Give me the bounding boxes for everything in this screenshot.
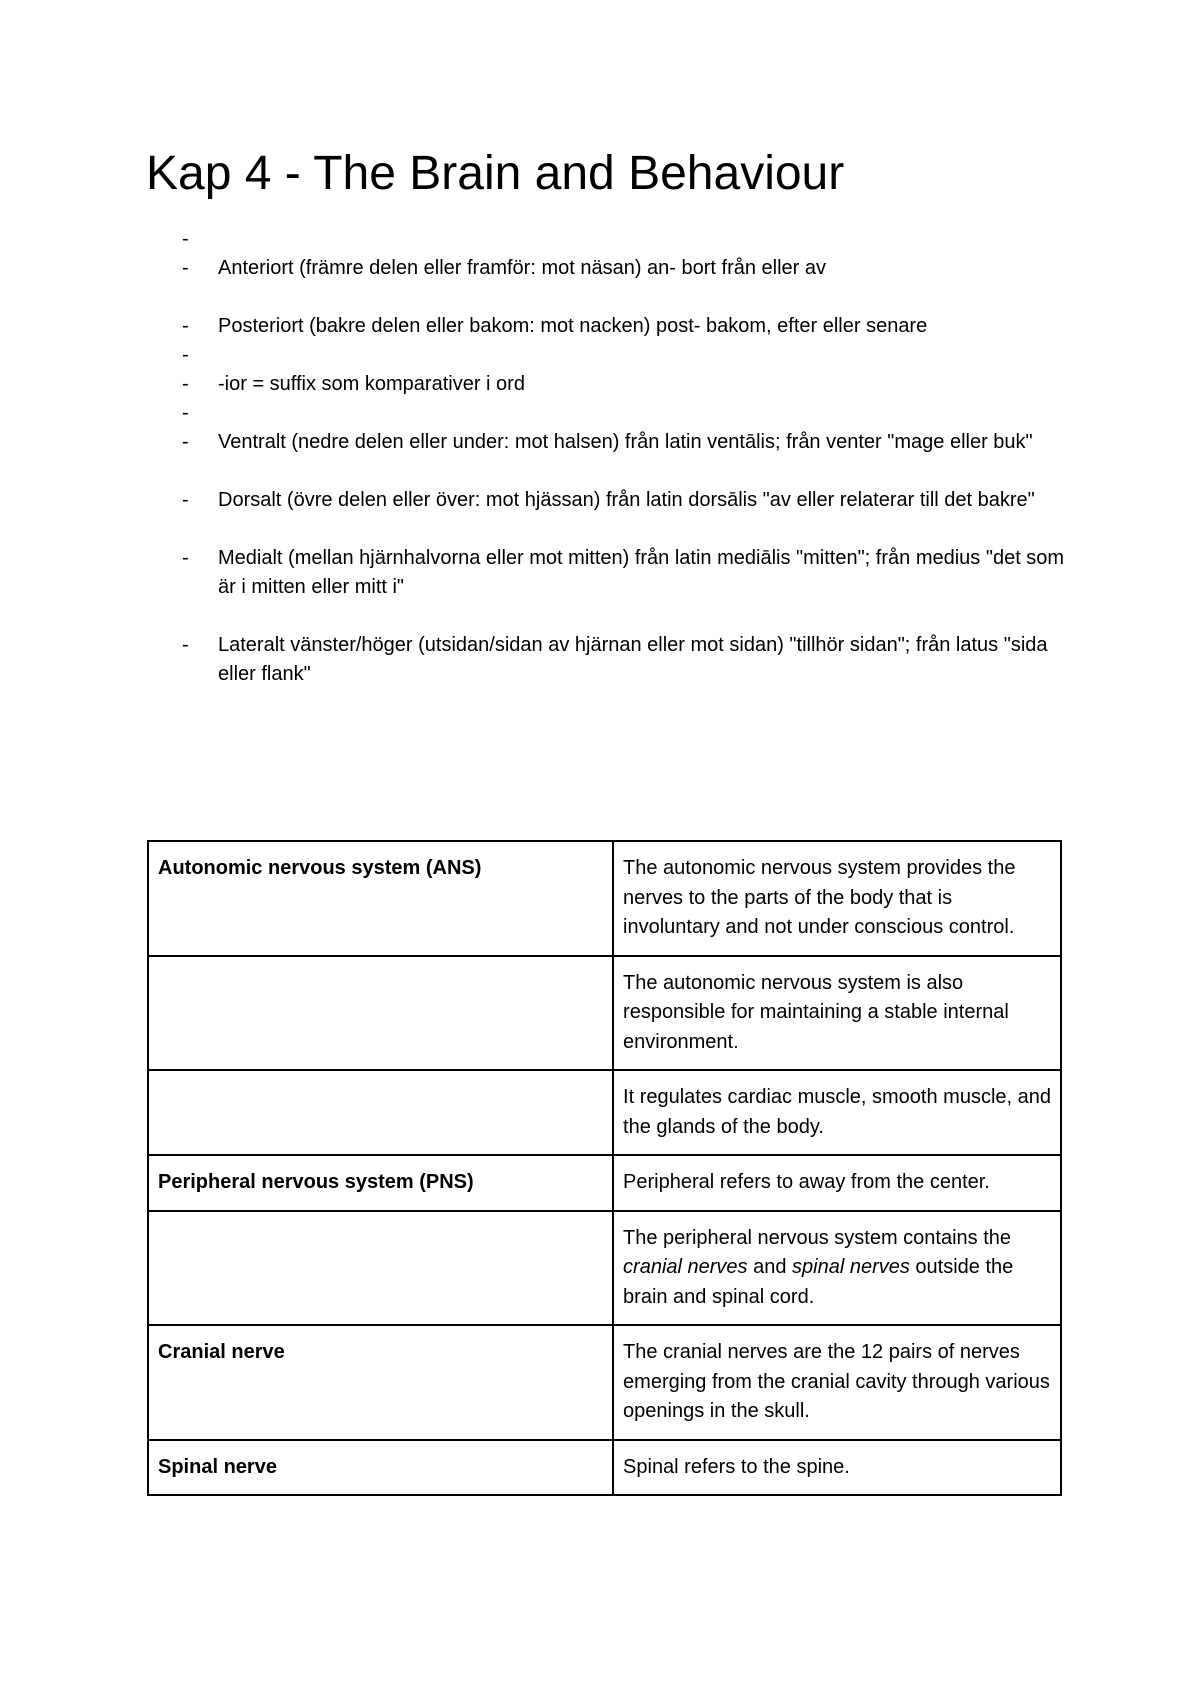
bullet-dash: - — [182, 344, 189, 366]
term-cell — [148, 1070, 613, 1155]
list-item — [182, 370, 1072, 399]
list-item — [182, 225, 1072, 254]
bullet-text: Ventralt (nedre delen eller under: mot halsen) från latin ventālis; från venter "mage eller buk" — [218, 431, 1033, 453]
bullet-dash: - — [182, 257, 189, 279]
italic-term: spinal nerves — [792, 1256, 910, 1278]
term-cell: Peripheral nervous system (PNS) — [148, 1155, 613, 1211]
bullet-dash: - — [182, 228, 189, 250]
definition-cell — [613, 1211, 1061, 1326]
table-row — [148, 956, 1061, 1071]
page-title: Kap 4 - The Brain and Behaviour — [146, 147, 845, 200]
definition-cell: The autonomic nervous system is also responsible for maintaining a stable internal environment. — [613, 956, 1061, 1071]
definition-text: The peripheral nervous system contains the — [623, 1226, 1012, 1249]
bullet-list — [182, 225, 1072, 689]
list-item — [182, 254, 1072, 283]
bullet-dash: - — [182, 402, 189, 424]
bullet-text: -ior = suffix som komparativer i ord — [218, 373, 525, 395]
list-item — [182, 399, 1072, 428]
bullet-dash: - — [182, 315, 189, 337]
term-cell: Cranial nerve — [148, 1325, 613, 1440]
definition-cell: It regulates cardiac muscle, smooth muscle, and the glands of the body. — [613, 1070, 1061, 1155]
definition-text: outside the brain and spinal cord. — [623, 1256, 1014, 1308]
bullet-text: Medialt (mellan hjärnhalvorna eller mot mitten) från latin mediālis "mitten"; från medius "det som är i mitten eller mitt i" — [218, 547, 1065, 598]
list-item — [182, 312, 1072, 341]
list-item — [182, 341, 1072, 370]
list-item — [182, 486, 1072, 515]
bullet-text: Lateralt vänster/höger (utsidan/sidan av hjärnan eller mot sidan) "tillhör sidan"; från latus "sida eller flank" — [218, 634, 1048, 685]
table-row — [148, 1325, 1061, 1440]
bullet-text: Posteriort (bakre delen eller bakom: mot nacken) post- bakom, efter eller senare — [218, 315, 928, 337]
table-row — [148, 1070, 1061, 1155]
list-item — [182, 544, 1072, 602]
definition-text: and — [747, 1256, 793, 1278]
term-cell — [148, 1211, 613, 1326]
definitions-table — [147, 840, 1062, 1496]
italic-term: cranial nerves — [623, 1256, 748, 1278]
bullet-dash: - — [182, 431, 189, 453]
term-cell: Spinal nerve — [148, 1440, 613, 1496]
list-item — [182, 428, 1072, 457]
table-row — [148, 841, 1061, 956]
definition-cell: Spinal refers to the spine. — [613, 1440, 1061, 1496]
term-cell — [148, 956, 613, 1071]
bullet-text: Anteriort (främre delen eller framför: mot näsan) an- bort från eller av — [218, 257, 827, 279]
table-row — [148, 1155, 1061, 1211]
term-cell: Autonomic nervous system (ANS) — [148, 841, 613, 956]
bullet-dash: - — [182, 634, 189, 656]
definition-cell: The cranial nerves are the 12 pairs of nerves emerging from the cranial cavity through various openings in the skull. — [613, 1325, 1061, 1440]
bullet-dash: - — [182, 489, 189, 511]
bullet-dash: - — [182, 373, 189, 395]
table-row — [148, 1440, 1061, 1496]
bullet-text: Dorsalt (övre delen eller över: mot hjässan) från latin dorsālis "av eller relaterar till det bakre" — [218, 489, 1035, 511]
definition-cell: Peripheral refers to away from the center. — [613, 1155, 1061, 1211]
list-item — [182, 631, 1072, 689]
bullet-dash: - — [182, 547, 189, 569]
definition-cell: The autonomic nervous system provides the nerves to the parts of the body that is involuntary and not under conscious control. — [613, 841, 1061, 956]
table-row — [148, 1211, 1061, 1326]
